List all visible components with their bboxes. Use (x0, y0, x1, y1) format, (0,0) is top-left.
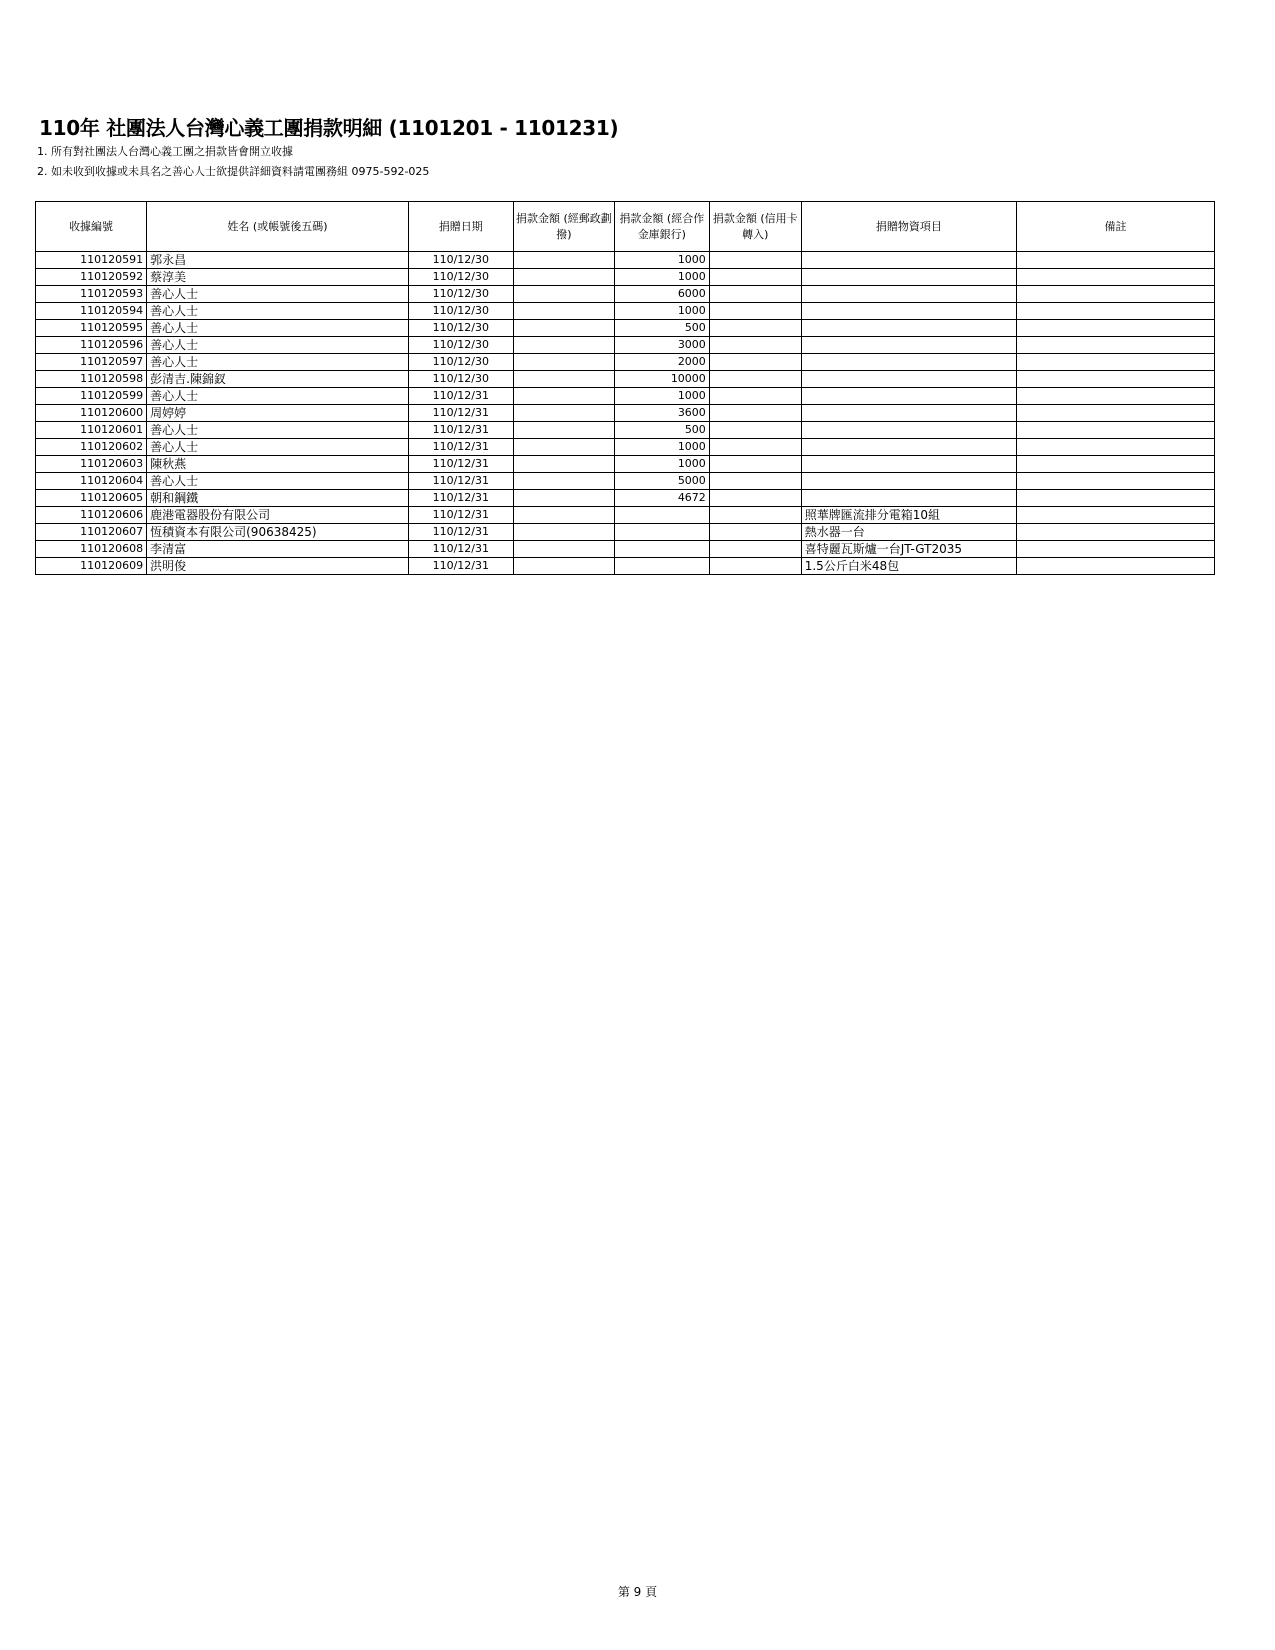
table-row (36, 473, 1215, 490)
amount-postal-cell (513, 252, 614, 269)
amount-postal-cell (513, 269, 614, 286)
remark-cell (1016, 558, 1214, 575)
table-row (36, 439, 1215, 456)
donated-items-cell (801, 456, 1016, 473)
name-cell: 陳秋燕 (147, 456, 409, 473)
amount-bank-cell: 1000 (614, 303, 709, 320)
remark-cell (1016, 269, 1214, 286)
donated-items-cell: 喜特麗瓦斯爐一台JT-GT2035 (801, 541, 1016, 558)
header-amount-postal: 捐款金額 (經郵政劃撥) (513, 202, 614, 252)
amount-card-cell (709, 320, 801, 337)
donated-items-cell (801, 473, 1016, 490)
table-row (36, 405, 1215, 422)
name-cell: 恆積資本有限公司(90638425) (147, 524, 409, 541)
name-cell: 善心人士 (147, 473, 409, 490)
amount-postal-cell (513, 422, 614, 439)
table-row (36, 286, 1215, 303)
donated-items-cell (801, 371, 1016, 388)
amount-card-cell (709, 252, 801, 269)
receipt-cell: 110120597 (36, 354, 147, 371)
amount-card-cell (709, 507, 801, 524)
table-row (36, 388, 1215, 405)
table-row (36, 490, 1215, 507)
date-cell: 110/12/30 (408, 269, 513, 286)
receipt-cell: 110120598 (36, 371, 147, 388)
amount-card-cell (709, 456, 801, 473)
amount-bank-cell: 4672 (614, 490, 709, 507)
amount-bank-cell (614, 541, 709, 558)
receipt-cell: 110120607 (36, 524, 147, 541)
amount-card-cell (709, 286, 801, 303)
name-cell: 善心人士 (147, 320, 409, 337)
table-row (36, 269, 1215, 286)
donated-items-cell (801, 269, 1016, 286)
remark-cell (1016, 303, 1214, 320)
remark-cell (1016, 422, 1214, 439)
amount-postal-cell (513, 473, 614, 490)
amount-bank-cell: 500 (614, 320, 709, 337)
donated-items-cell: 熱水器一台 (801, 524, 1016, 541)
amount-bank-cell: 2000 (614, 354, 709, 371)
receipt-cell: 110120605 (36, 490, 147, 507)
amount-postal-cell (513, 405, 614, 422)
name-cell: 朝和鋼鐵 (147, 490, 409, 507)
amount-postal-cell (513, 456, 614, 473)
table-row (36, 252, 1215, 269)
receipt-cell: 110120606 (36, 507, 147, 524)
remark-cell (1016, 252, 1214, 269)
table-row (36, 422, 1215, 439)
amount-postal-cell (513, 524, 614, 541)
receipt-cell: 110120601 (36, 422, 147, 439)
amount-bank-cell: 500 (614, 422, 709, 439)
name-cell: 善心人士 (147, 439, 409, 456)
date-cell: 110/12/30 (408, 252, 513, 269)
note-receipt-policy: 1. 所有對社團法人台灣心義工團之捐款皆會開立收據 (37, 145, 293, 158)
name-cell: 郭永昌 (147, 252, 409, 269)
receipt-cell: 110120603 (36, 456, 147, 473)
remark-cell (1016, 371, 1214, 388)
table-row (36, 558, 1215, 575)
receipt-cell: 110120604 (36, 473, 147, 490)
page-number: 第 9 頁 (617, 1585, 658, 1599)
amount-postal-cell (513, 541, 614, 558)
name-cell: 周婷婷 (147, 405, 409, 422)
page-title: 110年 社團法人台灣心義工團捐款明細 (1101201 - 1101231) (39, 116, 619, 140)
amount-bank-cell: 1000 (614, 269, 709, 286)
name-cell: 善心人士 (147, 337, 409, 354)
header-amount-bank: 捐款金額 (經合作金庫銀行) (614, 202, 709, 252)
header-receipt-no: 收據編號 (36, 202, 147, 252)
date-cell: 110/12/31 (408, 439, 513, 456)
receipt-cell: 110120608 (36, 541, 147, 558)
date-cell: 110/12/30 (408, 337, 513, 354)
amount-postal-cell (513, 439, 614, 456)
date-cell: 110/12/31 (408, 473, 513, 490)
receipt-cell: 110120591 (36, 252, 147, 269)
amount-card-cell (709, 422, 801, 439)
table-row (36, 541, 1215, 558)
name-cell: 鹿港電器股份有限公司 (147, 507, 409, 524)
remark-cell (1016, 507, 1214, 524)
name-cell: 洪明俊 (147, 558, 409, 575)
amount-card-cell (709, 388, 801, 405)
amount-postal-cell (513, 354, 614, 371)
table-row (36, 320, 1215, 337)
donated-items-cell (801, 303, 1016, 320)
date-cell: 110/12/31 (408, 388, 513, 405)
table-row (36, 354, 1215, 371)
remark-cell (1016, 388, 1214, 405)
date-cell: 110/12/30 (408, 286, 513, 303)
remark-cell (1016, 320, 1214, 337)
amount-card-cell (709, 269, 801, 286)
remark-cell (1016, 405, 1214, 422)
amount-postal-cell (513, 507, 614, 524)
amount-postal-cell (513, 337, 614, 354)
donated-items-cell (801, 337, 1016, 354)
date-cell: 110/12/31 (408, 405, 513, 422)
amount-bank-cell: 1000 (614, 439, 709, 456)
receipt-cell: 110120599 (36, 388, 147, 405)
amount-card-cell (709, 524, 801, 541)
donated-items-cell: 照華牌匯流排分電箱10組 (801, 507, 1016, 524)
amount-card-cell (709, 337, 801, 354)
amount-postal-cell (513, 371, 614, 388)
table-row (36, 337, 1215, 354)
amount-postal-cell (513, 286, 614, 303)
date-cell: 110/12/31 (408, 507, 513, 524)
donation-rows (36, 252, 1215, 575)
donated-items-cell (801, 439, 1016, 456)
remark-cell (1016, 439, 1214, 456)
amount-card-cell (709, 541, 801, 558)
remark-cell (1016, 337, 1214, 354)
amount-card-cell (709, 490, 801, 507)
name-cell: 善心人士 (147, 303, 409, 320)
name-cell: 彭清吉.陳錦釵 (147, 371, 409, 388)
amount-card-cell (709, 371, 801, 388)
amount-postal-cell (513, 320, 614, 337)
header-donated-items: 捐贈物資項目 (801, 202, 1016, 252)
name-cell: 善心人士 (147, 388, 409, 405)
donated-items-cell (801, 490, 1016, 507)
amount-card-cell (709, 354, 801, 371)
receipt-cell: 110120595 (36, 320, 147, 337)
amount-postal-cell (513, 558, 614, 575)
date-cell: 110/12/30 (408, 371, 513, 388)
date-cell: 110/12/30 (408, 354, 513, 371)
table-row (36, 524, 1215, 541)
date-cell: 110/12/30 (408, 320, 513, 337)
name-cell: 善心人士 (147, 354, 409, 371)
donated-items-cell (801, 354, 1016, 371)
amount-bank-cell: 1000 (614, 456, 709, 473)
amount-postal-cell (513, 388, 614, 405)
receipt-cell: 110120594 (36, 303, 147, 320)
amount-card-cell (709, 439, 801, 456)
donated-items-cell (801, 405, 1016, 422)
table-header-row (36, 202, 1215, 252)
remark-cell (1016, 524, 1214, 541)
receipt-cell: 110120593 (36, 286, 147, 303)
amount-card-cell (709, 558, 801, 575)
amount-bank-cell: 3000 (614, 337, 709, 354)
amount-bank-cell: 10000 (614, 371, 709, 388)
amount-postal-cell (513, 303, 614, 320)
amount-bank-cell: 3600 (614, 405, 709, 422)
donated-items-cell: 1.5公斤白米48包 (801, 558, 1016, 575)
name-cell: 李清富 (147, 541, 409, 558)
date-cell: 110/12/31 (408, 541, 513, 558)
donated-items-cell (801, 320, 1016, 337)
header-amount-card: 捐款金額 (信用卡轉入) (709, 202, 801, 252)
receipt-cell: 110120592 (36, 269, 147, 286)
remark-cell (1016, 286, 1214, 303)
donation-table (35, 201, 1215, 575)
date-cell: 110/12/30 (408, 303, 513, 320)
remark-cell (1016, 354, 1214, 371)
amount-card-cell (709, 473, 801, 490)
receipt-cell: 110120609 (36, 558, 147, 575)
amount-bank-cell: 5000 (614, 473, 709, 490)
donated-items-cell (801, 286, 1016, 303)
date-cell: 110/12/31 (408, 422, 513, 439)
amount-bank-cell: 1000 (614, 388, 709, 405)
table-row (36, 507, 1215, 524)
date-cell: 110/12/31 (408, 456, 513, 473)
donated-items-cell (801, 252, 1016, 269)
date-cell: 110/12/31 (408, 490, 513, 507)
receipt-cell: 110120600 (36, 405, 147, 422)
header-date: 捐贈日期 (408, 202, 513, 252)
date-cell: 110/12/31 (408, 558, 513, 575)
amount-card-cell (709, 405, 801, 422)
amount-postal-cell (513, 490, 614, 507)
remark-cell (1016, 456, 1214, 473)
remark-cell (1016, 541, 1214, 558)
donated-items-cell (801, 388, 1016, 405)
amount-card-cell (709, 303, 801, 320)
name-cell: 善心人士 (147, 286, 409, 303)
amount-bank-cell (614, 558, 709, 575)
name-cell: 蔡淳美 (147, 269, 409, 286)
name-cell: 善心人士 (147, 422, 409, 439)
header-remarks: 備註 (1016, 202, 1214, 252)
table-row (36, 303, 1215, 320)
date-cell: 110/12/31 (408, 524, 513, 541)
donated-items-cell (801, 422, 1016, 439)
amount-bank-cell: 6000 (614, 286, 709, 303)
note-contact: 2. 如未收到收據或未具名之善心人士欲提供詳細資料請電團務組 0975-592-025 (37, 165, 430, 178)
remark-cell (1016, 473, 1214, 490)
amount-bank-cell (614, 507, 709, 524)
amount-bank-cell (614, 524, 709, 541)
amount-bank-cell: 1000 (614, 252, 709, 269)
remark-cell (1016, 490, 1214, 507)
table-row (36, 456, 1215, 473)
receipt-cell: 110120602 (36, 439, 147, 456)
header-name: 姓名 (或帳號後五碼) (147, 202, 409, 252)
table-row (36, 371, 1215, 388)
receipt-cell: 110120596 (36, 337, 147, 354)
